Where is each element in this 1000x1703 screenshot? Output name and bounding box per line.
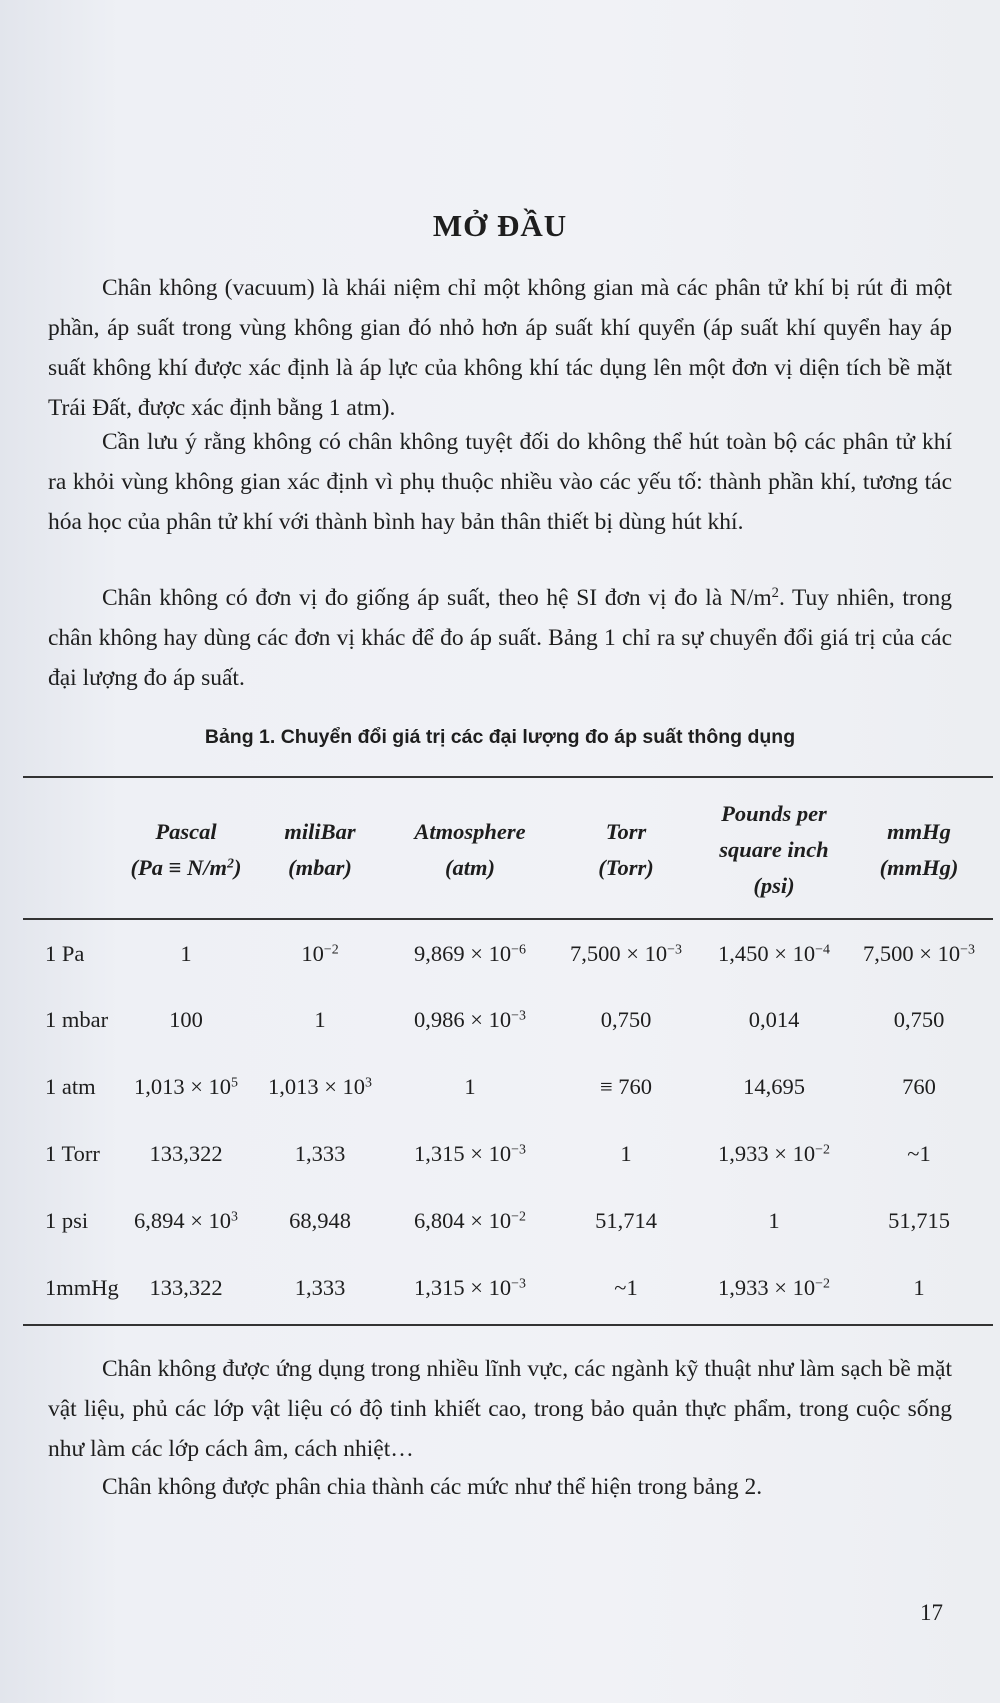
column-header (245, 786, 395, 914)
cell-exponent: −3 (511, 1142, 526, 1158)
table-cell (846, 1134, 992, 1174)
table-cell (377, 1201, 563, 1241)
cell-value: 0,750 (600, 1007, 652, 1032)
column-header (684, 786, 864, 914)
table-cell (548, 1201, 704, 1241)
table-cell (548, 1000, 704, 1040)
cell-value: 14,695 (743, 1074, 805, 1099)
column-header-line: square inch (719, 837, 829, 862)
table-cell (686, 1134, 862, 1174)
page-number: 17 (920, 1600, 943, 1625)
cell-value: 6,894 × 10 (133, 1208, 232, 1233)
column-header (546, 786, 706, 914)
paragraph-vacuum-definition: Chân không (vacuum) là khái niệm chỉ một không gian mà các phân tử khí bị rút đi một phần, áp suất trong vùng không gian đó nhỏ hơn áp suất khí quyển (áp suất khí quyển hay áp suất không khí được xác định là áp lực của không khí tác dụng lên một đơn vị diện tích bề mặt Trái Đất, được xác định bằng 1 atm). (48, 275, 952, 421)
cell-value: 1 (620, 1141, 632, 1166)
column-header-line: Torr (605, 819, 647, 844)
chapter-heading: MỞ ĐẦU (432, 208, 568, 243)
cell-value: 1,013 × 10 (267, 1074, 366, 1099)
paragraph-absolute-vacuum: Cần lưu ý rằng không có chân không tuyệt đối do không thể hút toàn bộ các phân tử khí ra khỏi vùng không gian xác định vì phụ thuộc nhiều vào các yếu tố: thành phần khí, tương tác hóa học của phân tử khí với thành bình hay bản thân thiết bị dùng hút khí. (48, 429, 952, 535)
cell-value: 1 (913, 1275, 925, 1300)
cell-value: 1 (768, 1208, 780, 1233)
table-cell (686, 1067, 862, 1107)
cell-value: 1,333 (294, 1141, 346, 1166)
column-header (375, 786, 565, 914)
column-header-text: ) (234, 855, 242, 880)
cell-exponent: 5 (231, 1075, 239, 1091)
table-caption: Bảng 1. Chuyển đổi giá trị các đại lượng đo áp suất thông dụng (204, 726, 796, 748)
column-header-line: (mbar) (288, 855, 352, 880)
paragraph-units-superscript: 2 (771, 585, 779, 601)
cell-value: 1 (314, 1007, 326, 1032)
cell-value: 0,986 × 10 (414, 1007, 512, 1032)
column-header-line: (psi) (753, 873, 795, 898)
column-header-line: Atmosphere (414, 819, 526, 844)
column-header (844, 786, 994, 914)
cell-exponent: −4 (815, 942, 830, 958)
table-top-rule (23, 776, 993, 778)
cell-exponent: −3 (511, 1276, 526, 1292)
cell-value: 68,948 (289, 1208, 351, 1233)
table-cell (247, 1067, 393, 1107)
column-header-line: (atm) (445, 855, 495, 880)
cell-exponent: −3 (667, 942, 682, 958)
table-cell (377, 1000, 563, 1040)
row-label: 1 mbar (45, 1007, 109, 1032)
column-header-text: (Pa ≡ N/m (130, 855, 228, 880)
table-cell (686, 1201, 862, 1241)
cell-value: 1,315 × 10 (414, 1275, 512, 1300)
paragraph-applications: Chân không được ứng dụng trong nhiều lĩnh vực, các ngành kỹ thuật như làm sạch bề mặt vật liệu, phủ các lớp vật liệu có độ tinh khiết cao, trong bảo quản thực phẩm, trong cuộc sống như làm các lớp cách âm, cách nhiệt… (48, 1356, 952, 1462)
table-cell (247, 1134, 393, 1174)
cell-value: 10 (301, 941, 324, 966)
cell-value: 6,804 × 10 (414, 1208, 512, 1233)
cell-exponent: −2 (323, 942, 339, 958)
table-header-rule (23, 918, 993, 920)
row-label: 1 Pa (45, 941, 85, 966)
cell-value: 1,933 × 10 (718, 1141, 816, 1166)
row-label: 1 atm (45, 1074, 96, 1099)
cell-value: 1 (180, 941, 192, 966)
cell-value: 0,750 (893, 1007, 945, 1032)
row-label: 1mmHg (45, 1275, 119, 1300)
cell-value: ~1 (907, 1141, 931, 1166)
cell-exponent: −6 (511, 942, 526, 958)
cell-exponent: −2 (511, 1209, 526, 1225)
column-header-line: mmHg (887, 819, 951, 844)
table-cell (377, 1134, 563, 1174)
cell-exponent: −3 (960, 942, 975, 958)
paragraph-units-text-a: Chân không có đơn vị đo giống áp suất, theo hệ SI đơn vị đo là N/m (102, 585, 772, 611)
cell-value: 1,315 × 10 (414, 1141, 512, 1166)
cell-value: 1,013 × 10 (133, 1074, 232, 1099)
cell-value: ≡ 760 (599, 1074, 653, 1099)
table-cell (846, 1067, 992, 1107)
table-bottom-rule (23, 1324, 993, 1326)
cell-value: 51,715 (888, 1208, 950, 1233)
column-header-line: (mmHg) (879, 855, 959, 880)
cell-exponent: 3 (231, 1209, 239, 1225)
table-cell (548, 1067, 704, 1107)
row-label: 1 Torr (45, 1141, 100, 1166)
table-cell (846, 1201, 992, 1241)
table-cell (686, 1268, 862, 1308)
table-cell (247, 934, 393, 974)
cell-value: 100 (169, 1007, 203, 1032)
table-cell (846, 1000, 992, 1040)
column-header-superscript: 2 (227, 856, 235, 872)
column-header-line: (Torr) (598, 855, 654, 880)
paragraph-units (48, 578, 952, 698)
column-header-line: miliBar (284, 819, 356, 844)
cell-value: ~1 (614, 1275, 638, 1300)
table-cell (846, 934, 992, 974)
cell-value: 1,333 (294, 1275, 346, 1300)
row-label: 1 psi (45, 1208, 89, 1233)
table-cell (247, 1000, 393, 1040)
cell-value: 7,500 × 10 (863, 941, 961, 966)
cell-value: 9,869 × 10 (414, 941, 512, 966)
cell-value: 1,450 × 10 (718, 941, 816, 966)
cell-value: 51,714 (595, 1208, 657, 1233)
table-cell (377, 1268, 563, 1308)
column-header-line: Pascal (155, 819, 217, 844)
cell-value: 133,322 (149, 1141, 223, 1166)
table-cell (686, 1000, 862, 1040)
column-header-line: Pounds per (721, 801, 827, 826)
table-cell (548, 1268, 704, 1308)
cell-value: 7,500 × 10 (570, 941, 668, 966)
cell-exponent: −2 (815, 1142, 830, 1158)
cell-value: 0,014 (748, 1007, 800, 1032)
cell-exponent: −3 (511, 1008, 526, 1024)
paragraph-vacuum-levels: Chân không được phân chia thành các mức như thể hiện trong bảng 2. (102, 1474, 763, 1500)
table-cell (377, 1067, 563, 1107)
table-cell (686, 934, 862, 974)
cell-value: 760 (902, 1074, 936, 1099)
table-cell (548, 934, 704, 974)
table-cell (846, 1268, 992, 1308)
cell-value: 1,933 × 10 (718, 1275, 816, 1300)
table-cell (247, 1201, 393, 1241)
cell-exponent: −2 (815, 1276, 830, 1292)
table-cell (377, 934, 563, 974)
table-cell (548, 1134, 704, 1174)
paragraph-units-text-b: . Tuy nhiên, trong chân không hay dùng các đơn vị khác để đo áp suất. Bảng 1 chỉ ra sự chuyển đổi giá trị của các đại lượng đo áp suất. (48, 585, 952, 691)
column-header-line (130, 850, 241, 886)
cell-exponent: 3 (365, 1075, 373, 1091)
table-cell (247, 1268, 393, 1308)
cell-value: 1 (464, 1074, 476, 1099)
cell-value: 133,322 (149, 1275, 223, 1300)
